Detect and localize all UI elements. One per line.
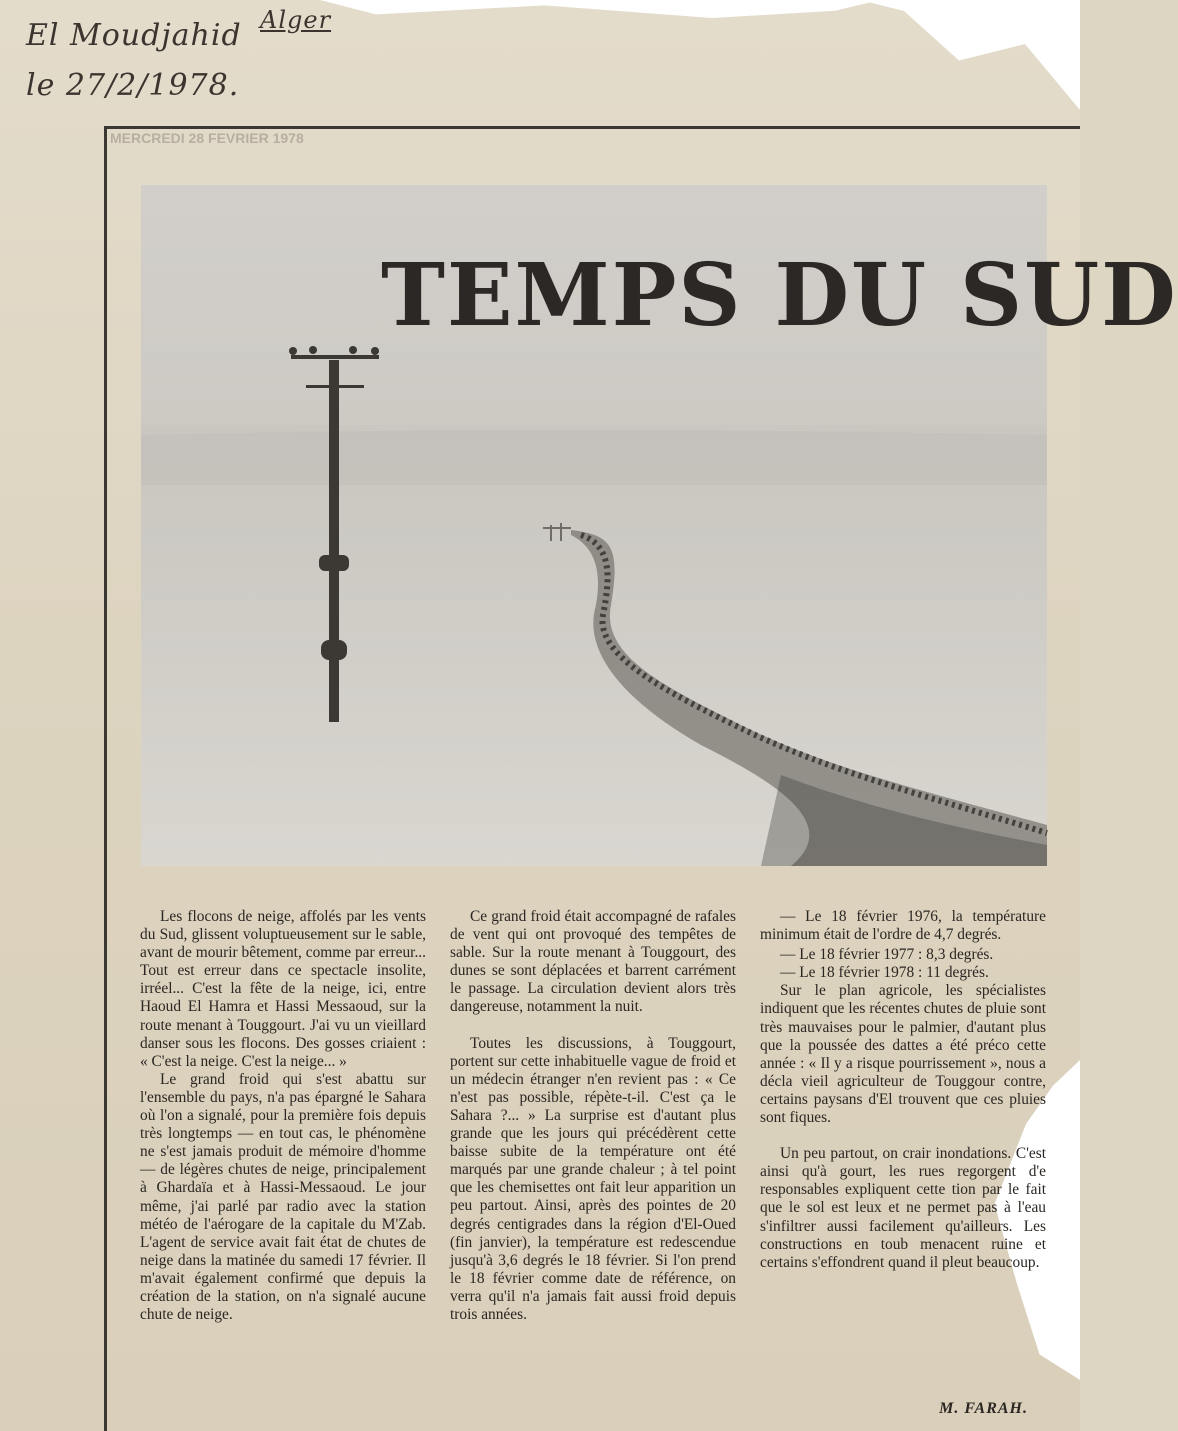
handwritten-date: le 27/2/1978. (26, 68, 240, 103)
frame-border-top (104, 126, 1080, 129)
handwritten-city: Alger (260, 6, 332, 34)
torn-edge-top (320, 0, 880, 18)
column-1-paragraph: Le grand froid qui s'est abattu sur l'ensemble du pays, n'a pas épargné le Sahara où l'on a signalé, pour la première fois depuis très longtemps — en tout cas, le phénomène ne s'est jamais produit de mémoire d'homme — de légères chutes de neige, principalement à Ghardaïa et à Hassi-Messaoud. Le jour même, j'ai parlé par radio avec la station météo de l'aérogare de la capitale du M'Zab. L'agent de service avait fait état de chutes de neige dans la matinée du samedi 17 février. Il m'avait également confirmé que depuis la création de la station, on n'a signalé aucune chute de neige. (140, 1070, 426, 1324)
article-column-2 (450, 908, 736, 1324)
handwritten-note (18, 6, 378, 116)
column-3-paragraph: Sur le plan agricole, les spécialistes indiquent que les récentes chutes de pluie sont très mauvaises pour le palmier, d'autant plus que la poussée des dattes a été préco cette année : « Il y a risque pourrissement », nous a décla vieil agriculteur de Touggour contre, certains paysans d'El trouvent que ces pluies sont fiques. (760, 982, 1046, 1127)
column-3-paragraph: — Le 18 février 1978 : 11 degrés. (780, 964, 989, 982)
column-3-paragraph: — Le 18 février 1977 : 8,3 degrés. (780, 946, 994, 964)
column-1-paragraph: Les flocons de neige, affolés par les vents du Sud, glissent voluptueusement sur le sable, avant de mourir bêtement, comme par erreur... Tout est erreur dans ce spectacle insolite, irréel... C'est la fête de la neige, ici, entre Haoud El Hamra et Hassi Messaoud, sur la route menant à Touggourt. J'ai vu un vieillard danser sous les flocons. Des gosses criaient : « C'est la neige. C'est la neige... » (140, 908, 426, 1070)
column-3-paragraph: — Le 18 février 1976, la température minimum était de l'ordre de 4,7 degrés. (760, 908, 1046, 944)
column-3-paragraph: Un peu partout, on crair inondations. C'est ainsi qu'à gourt, les rues regorgent d'e responsables expliquent cette tion par le fait que le sol est leux et ne permet pas à l'eau s'infiltrer aussi facilement qu'ailleurs. Les constructions en toub menacent ruine et certains s'effondrent quand il pleut beaucoup. (760, 1145, 1046, 1271)
article-column-1 (140, 908, 426, 1324)
author-signature: M. FARAH. (939, 1400, 1028, 1417)
column-2-paragraph: Ce grand froid était accompagné de rafales de vent qui ont provoqué des tempêtes de sable. Sur la route menant à Touggourt, des dunes se sont déplacées et barrent carrément le passage. La circulation devient alors très dangereuse, notamment la nuit. (450, 908, 736, 1016)
handwritten-newspaper-name: El Moudjahid (26, 18, 242, 53)
article-photo (141, 185, 1178, 866)
article-column-3 (760, 908, 1046, 1272)
article-headline: TEMPS DU SUD (381, 245, 1178, 346)
torn-edge-top-right (860, 0, 1080, 110)
frame-border-left (104, 126, 107, 1431)
masthead-bleed-through: MERCREDI 28 FEVRIER 1978 (110, 130, 304, 146)
column-2-paragraph: Toutes les discussions, à Touggourt, portent sur cette inhabituelle vague de froid et un médecin étranger n'en revient pas : « Ce n'est pas possible, répète-t-il. C'est ça le Sahara ?... » La surprise est d'autant plus grande que les jours qui précédèrent cette baisse subite de la température ont été marqués par une grande chaleur ; à tel point que les chemisettes ont fait leur apparition un peu partout. Ainsi, après des pointes de 20 degrés centigrades dans la région d'El-Oued (fin janvier), la température est redescendue jusqu'à 3,6 degrés le 18 février. Si l'on prend le 18 février comme date de référence, on verra qu'il n'a jamais fait aussi froid depuis trois années. (450, 1034, 736, 1323)
